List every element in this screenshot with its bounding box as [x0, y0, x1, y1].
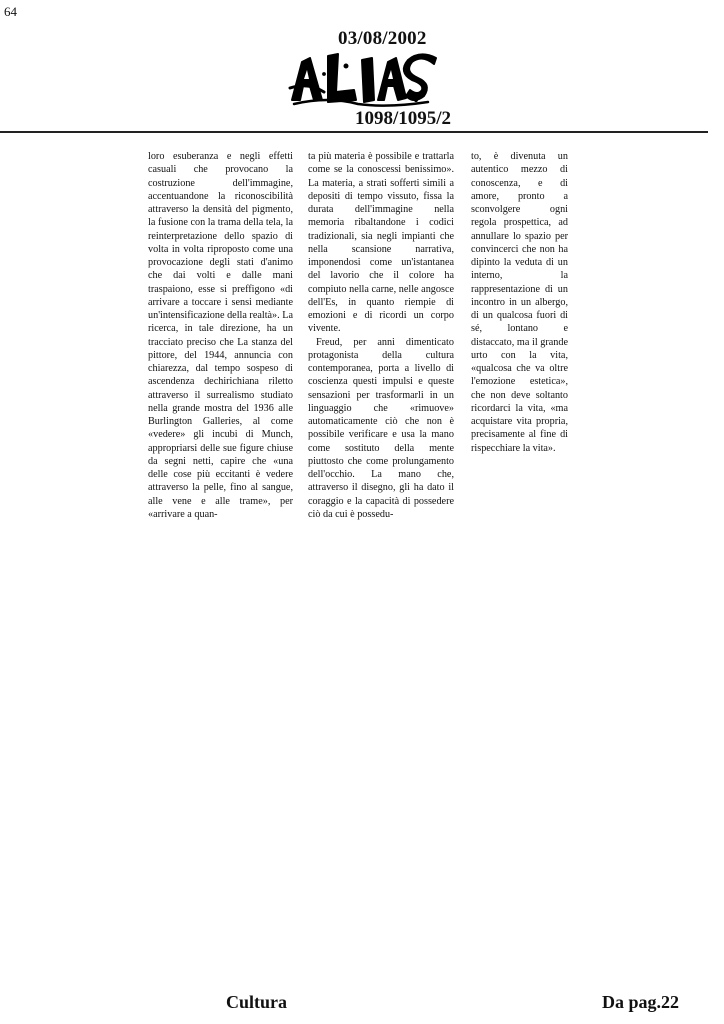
paragraph: Freud, per anni dimenticato protagonista della cultura contemporanea, porta a livello di coscienza questi impulsi e queste sensazioni per trasformarli in un linguaggio che «rimuove» automaticamente ciò che non è possibile verificare e usa la mano come sostituto della mente piuttosto che come prolungamento dell'occhio. La mano che, attraverso il disegno, gli ha dato il coraggio e la capacità di possedere ciò da cui è possedu- [308, 336, 454, 520]
alias-logo [288, 48, 438, 108]
alias-logo-graphic [288, 48, 438, 108]
article-column-1 [148, 150, 293, 521]
paragraph: ta più materia è possibile e trattarla come se la conoscessi benissimo». La materia, a strati sofferti simili a depositi di tempo vissuto, fissa la durata dell'immagine nella memoria ribaltandone i codici tradizionali, sia negli impianti che nella scansione narrativa, imponendosi come un'istantanea del lavorio che il colore ha compiuto nella carne, nelle angosce dell'Es, in quanto riempie di emozioni e di ricordi un corpo vivente. [308, 151, 454, 335]
paragraph: loro esuberanza e negli effetti casuali che provocano la costruzione dell'immagine, accentuandone la riconoscibilità attraverso la densità del pigmento, la fusione con la trama della tela, la reinterpretazione dello spazio di volta in volta riproposto come una provocazione degli stati d'animo che dai volti e dalle mani traspaiono, esse si preffigono «di arrivare a toccare i sensi mediante un'intensificazione della realtà». La ricerca, in tale direzione, ha un tracciato preciso che La stanza del pittore, del 1944, annuncia con chiarezza, dal tempo sospeso di ascendenza dechirichiana riletto attraverso il surrealismo studiato nella grande mostra del 1936 alle Burlington Galleries, al come «vedere» gli incubi di Munch, appropriarsi delle sue figure chiuse da segni netti, capire che «una delle cose più eccitanti è vedere attraverso la pelle, fino al sangue, alle vene e alle trame», per «arrivare a quan- [148, 151, 293, 520]
alias-logo-text: ALIAS [288, 107, 292, 108]
paragraph: to, è divenuta un autentico mezzo di conoscenza, e di amore, pronto a sconvolgere ogni regola prospettica, ad annullare lo spazio per convincerci che non ha dipinto la veduta di un interno, la rappresentazione di un incontro in un albergo, di un qualcosa fuori di sé, lontano e distaccato, ma il grande urto con la vita, «qualcosa che va oltre l'emozione estetica», che non deve soltanto ricordarci la vita, «ma acquistare vita propria, precisamente al fine di rispecchiare la vita». [471, 151, 568, 454]
page-number: 64 [4, 4, 17, 19]
header-rule [0, 131, 708, 133]
footer-section: Cultura [226, 992, 288, 1012]
header-code: 1098/1095/2 [355, 108, 452, 129]
header-date: 03/08/2002 [338, 28, 427, 49]
article-column-2 [308, 150, 454, 521]
footer-page-reference: Da pag.22 [602, 992, 680, 1012]
article-column-3 [471, 150, 568, 455]
